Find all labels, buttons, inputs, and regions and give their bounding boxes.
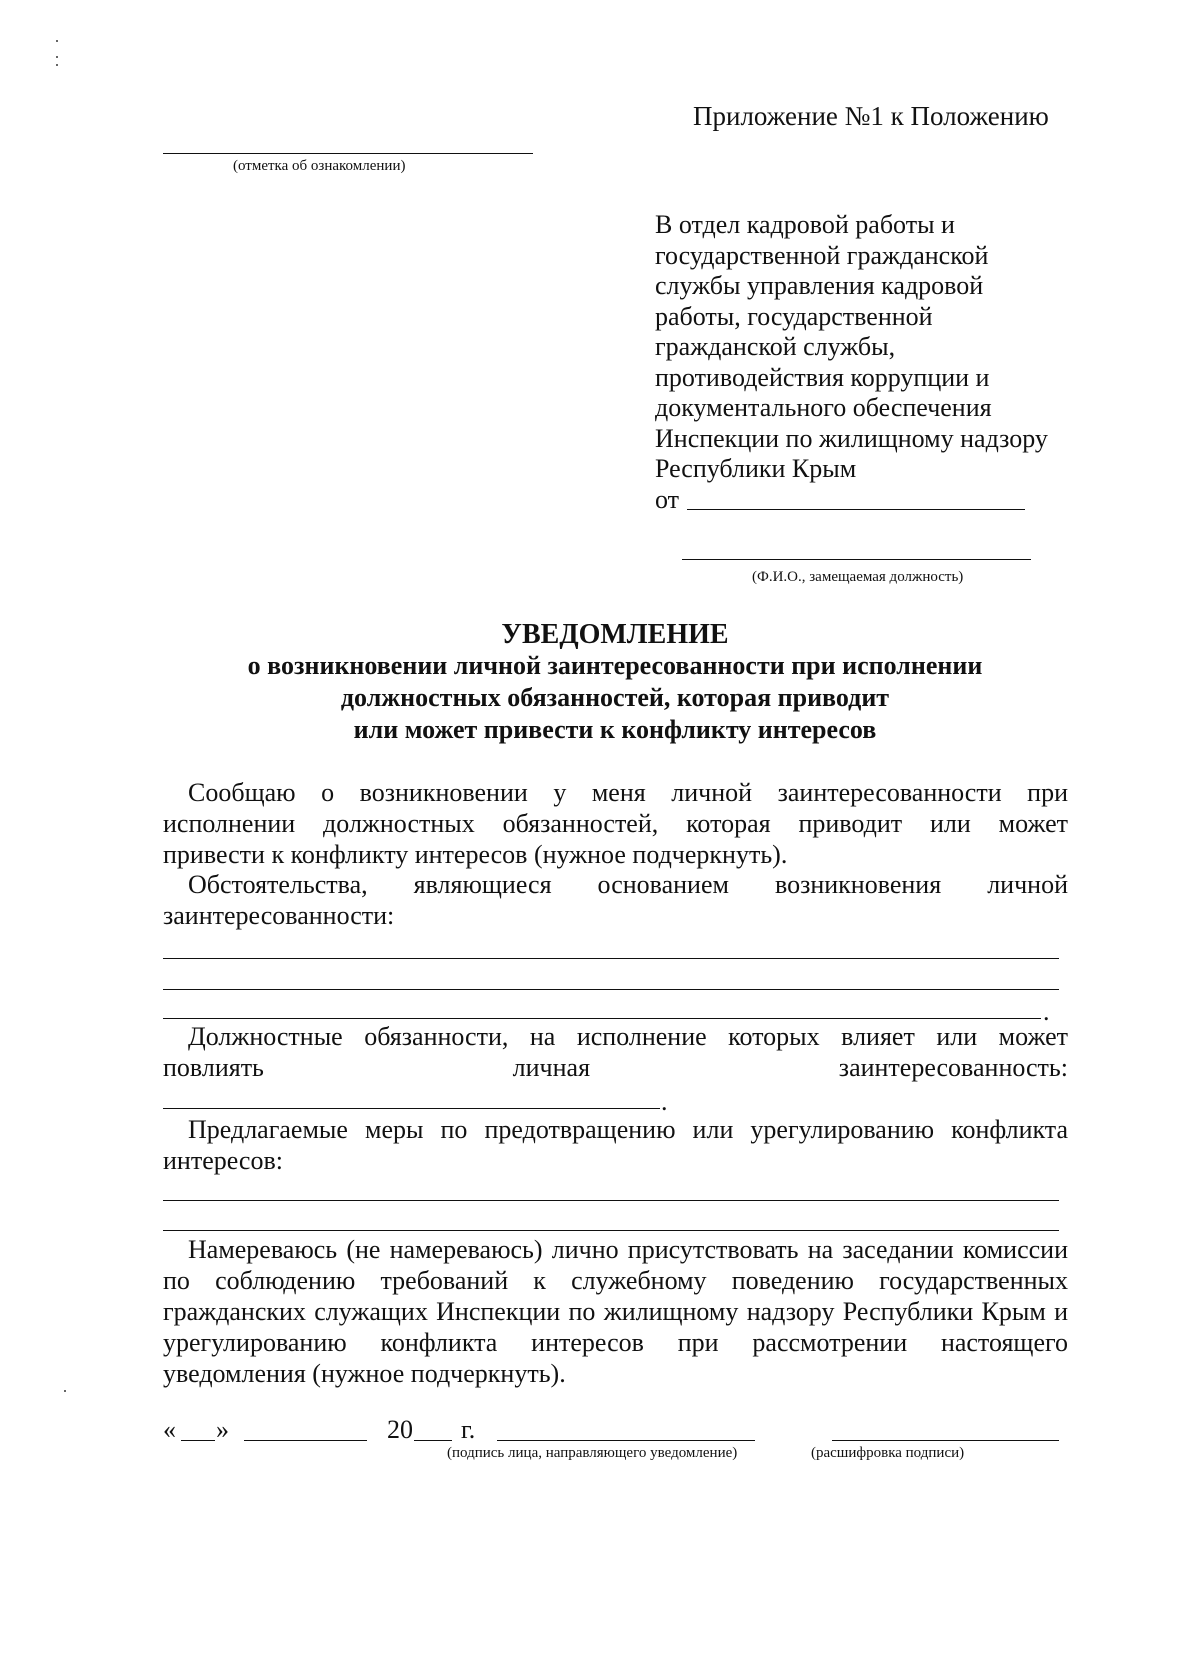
subtitle-line: о возникновении личной заинтересованности при исполнении — [247, 651, 983, 680]
scan-speck — [56, 56, 58, 58]
month-line[interactable] — [244, 1440, 367, 1441]
measures-line-2[interactable] — [163, 1230, 1059, 1231]
addressee-line: гражданской службы, — [655, 332, 896, 361]
decoding-line[interactable] — [832, 1440, 1059, 1441]
p5-line: Намереваюсь (не намереваюсь) лично присутствовать на заседании комиссии — [188, 1235, 1068, 1264]
p5-line: урегулированию конфликта интересов при рассмотрении настоящего — [163, 1328, 1068, 1357]
notice-title: УВЕДОМЛЕНИЕ — [501, 619, 729, 650]
fio-caption: (Ф.И.О., замещаемая должность) — [752, 569, 964, 585]
addressee-line: документального обеспечения — [655, 393, 992, 422]
addressee-line: В отдел кадровой работы и — [655, 210, 955, 239]
p2-line: Обстоятельства, являющиеся основанием возникновения личной — [188, 870, 1068, 899]
quote-close: » — [216, 1415, 229, 1444]
scan-speck — [56, 64, 58, 66]
p1-line: исполнении должностных обязанностей, которая приводит или может — [163, 809, 1068, 838]
p3-line: повлиять личная заинтересованность: — [163, 1053, 1068, 1082]
year-suffix: г. — [461, 1415, 476, 1444]
circumstances-line-1[interactable] — [163, 958, 1059, 959]
p4-line: интересов: — [163, 1146, 283, 1175]
p2-line: заинтересованности: — [163, 901, 395, 930]
addressee-line: Республики Крым — [655, 454, 857, 483]
familiarization-line[interactable] — [163, 153, 533, 154]
period-mark: . — [1043, 997, 1050, 1026]
notice-subtitle — [130, 650, 1100, 746]
scan-speck — [64, 1390, 66, 1392]
p3-line: Должностные обязанности, на исполнение которых влияет или может — [188, 1022, 1068, 1051]
signature-line[interactable] — [497, 1440, 755, 1441]
addressee-line: Инспекции по жилищному надзору — [655, 423, 1048, 453]
year-line[interactable] — [414, 1440, 452, 1441]
addressee-line: работы, государственной — [655, 301, 933, 331]
addressee-line: государственной гражданской — [655, 240, 989, 270]
familiarization-caption: (отметка об ознакомлении) — [233, 158, 406, 174]
decoding-caption: (расшифровка подписи) — [811, 1445, 965, 1461]
p1-line: привести к конфликту интересов (нужное подчеркнуть). — [163, 840, 788, 869]
day-line[interactable] — [181, 1440, 215, 1441]
subtitle-line: или может привести к конфликту интересов — [353, 715, 877, 744]
p5-line: уведомления (нужное подчеркнуть). — [163, 1359, 566, 1388]
year-prefix: 20 — [387, 1415, 413, 1444]
subtitle-line: должностных обязанностей, которая приводит — [340, 683, 890, 712]
addressee-line: службы управления кадровой — [655, 271, 984, 300]
from-label: от — [655, 485, 680, 514]
p5-line: по соблюдению требований к служебному поведению государственных — [163, 1266, 1068, 1295]
period-mark: . — [661, 1087, 668, 1116]
addressee-block — [655, 210, 1075, 485]
measures-line-1[interactable] — [163, 1200, 1059, 1201]
addressee-line: противодействия коррупции и — [655, 362, 990, 392]
duties-line[interactable] — [163, 1108, 660, 1109]
signature-caption: (подпись лица, направляющего уведомление) — [447, 1445, 738, 1461]
circumstances-line-3[interactable] — [163, 1018, 1041, 1019]
circumstances-line-2[interactable] — [163, 989, 1059, 990]
appendix-label: Приложение №1 к Положению — [693, 101, 1049, 131]
from-name-line[interactable] — [687, 509, 1025, 510]
quote-open: « — [163, 1415, 176, 1444]
p5-line: гражданских служащих Инспекции по жилищному надзору Республики Крым и — [163, 1297, 1068, 1326]
scan-speck — [56, 40, 58, 42]
p4-line: Предлагаемые меры по предотвращению или урегулированию конфликта — [188, 1115, 1068, 1144]
position-line[interactable] — [682, 559, 1031, 560]
p1-line: Сообщаю о возникновении у меня личной заинтересованности при — [188, 778, 1068, 807]
